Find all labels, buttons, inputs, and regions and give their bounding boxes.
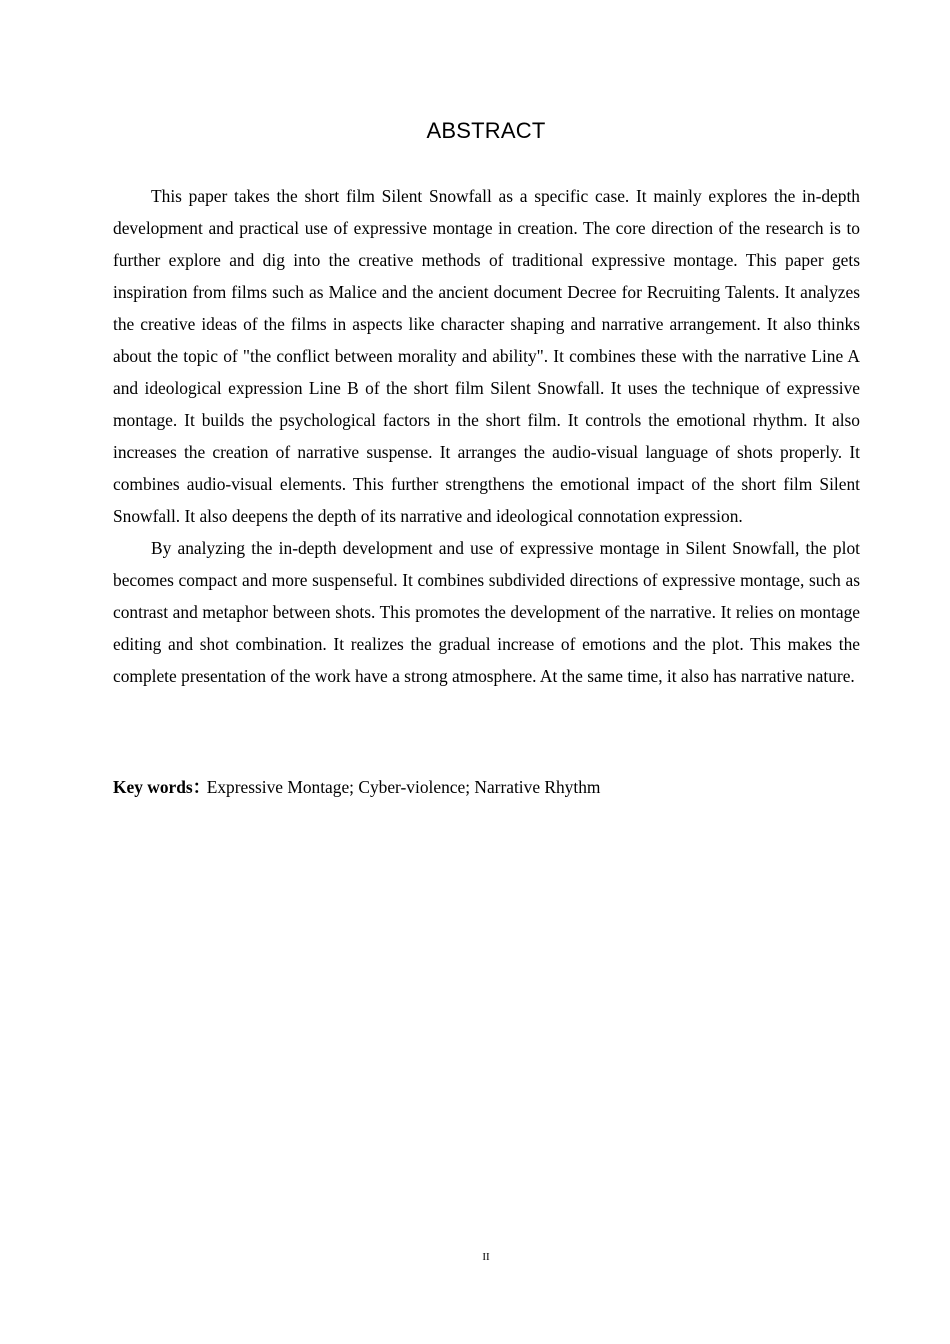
abstract-title: ABSTRACT xyxy=(426,118,546,143)
keywords-text: Expressive Montage; Cyber-violence; Narrative Rhythm xyxy=(206,777,601,797)
keywords-label: Key words xyxy=(113,777,193,797)
keywords-line xyxy=(113,772,860,802)
abstract-body xyxy=(113,180,860,692)
page-number: II xyxy=(482,1251,490,1263)
abstract-paragraph-1: This paper takes the short film Silent Snowfall as a specific case. It mainly explores the in-depth development and practical use of expressive montage in creation. The core direction of the research is to further explore and dig into the creative methods of traditional expressive montage. This paper gets inspiration from films such as Malice and the ancient document Decree for Recruiting Talents. It analyzes the creative ideas of the films in aspects like character shaping and narrative arrangement. It also thinks about the topic of "the conflict between morality and ability". It combines these with the narrative Line A and ideological expression Line B of the short film Silent Snowfall. It uses the technique of expressive montage. It builds the psychological factors in the short film. It controls the emotional rhythm. It also increases the creation of narrative suspense. It arranges the audio-visual language of shots properly. It combines audio-visual elements. This further strengthens the emotional impact of the short film Silent Snowfall. It also deepens the depth of its narrative and ideological connotation expression. xyxy=(113,186,860,526)
abstract-paragraph-2: By analyzing the in-depth development and use of expressive montage in Silent Snowfall, the plot becomes compact and more suspenseful. It combines subdivided directions of expressive montage, such as contrast and metaphor between shots. This promotes the development of the narrative. It relies on montage editing and shot combination. It realizes the gradual increase of emotions and the plot. This makes the complete presentation of the work have a strong atmosphere. At the same time, it also has narrative nature. xyxy=(113,538,860,686)
keywords-separator: ： xyxy=(192,777,211,797)
